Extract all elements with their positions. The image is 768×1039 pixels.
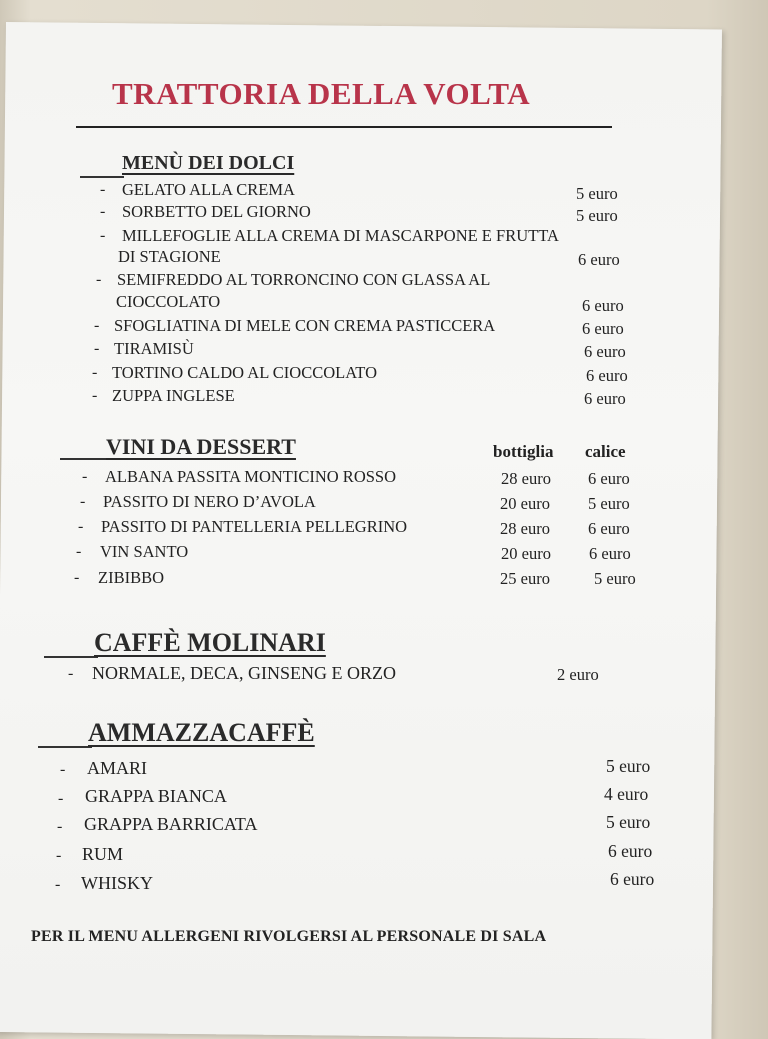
ammazza-item-name: RUM: [82, 844, 124, 864]
wine-bottle-price: 20 euro: [500, 494, 550, 513]
heading-lead-line: [60, 458, 110, 460]
ammazza-item-price: 6 euro: [610, 869, 655, 889]
bullet-dash: -: [55, 876, 61, 893]
bullet-dash: -: [100, 181, 106, 198]
section-heading-vini: VINI DA DESSERT: [106, 434, 296, 459]
wine-glass-price: 5 euro: [588, 494, 630, 513]
ammazza-item-price: 4 euro: [604, 784, 649, 804]
wine-bottle-price: 28 euro: [500, 519, 550, 538]
column-header-bottle: bottiglia: [493, 442, 554, 461]
dolci-item-price: 6 euro: [586, 366, 628, 385]
dolci-item-price: 6 euro: [578, 250, 620, 269]
bullet-dash: -: [100, 203, 106, 220]
bullet-dash: -: [58, 790, 64, 807]
bullet-dash: -: [80, 493, 86, 510]
heading-lead-line: [44, 656, 98, 658]
section-heading-caffe: CAFFÈ MOLINARI: [94, 628, 326, 657]
wine-item-name: VIN SANTO: [100, 542, 189, 561]
ammazza-item-name: GRAPPA BARRICATA: [84, 814, 258, 834]
bullet-dash: -: [74, 569, 80, 586]
dolci-item-name-cont: DI STAGIONE: [118, 247, 221, 266]
dolci-item-name: SFOGLIATINA DI MELE CON CREMA PASTICCERA: [114, 316, 496, 335]
dolci-item-name: SORBETTO DEL GIORNO: [122, 202, 311, 221]
wine-glass-price: 6 euro: [589, 544, 631, 563]
dolci-item-name: ZUPPA INGLESE: [112, 386, 235, 405]
bullet-dash: -: [96, 271, 102, 288]
ammazza-item-price: 5 euro: [606, 756, 651, 776]
dolci-item-price: 6 euro: [582, 296, 624, 315]
wine-item-name: PASSITO DI PANTELLERIA PELLEGRINO: [101, 517, 408, 536]
restaurant-title: TRATTORIA DELLA VOLTA: [112, 76, 531, 111]
dolci-item-price: 6 euro: [584, 389, 626, 408]
dolci-item-name: GELATO ALLA CREMA: [122, 180, 295, 199]
section-heading-dolci: MENÙ DEI DOLCI: [122, 152, 295, 174]
bullet-dash: -: [82, 468, 88, 485]
heading-lead-line: [38, 746, 92, 748]
column-header-glass: calice: [585, 442, 626, 461]
bullet-dash: -: [60, 761, 66, 778]
ammazza-item-name: WHISKY: [81, 873, 153, 893]
dolci-item-name: TORTINO CALDO AL CIOCCOLATO: [112, 363, 377, 382]
ammazza-item-price: 6 euro: [608, 841, 653, 861]
bullet-dash: -: [68, 665, 74, 682]
wine-item-name: PASSITO DI NERO D’AVOLA: [103, 492, 316, 511]
dolci-item-price: 6 euro: [584, 342, 626, 361]
wine-bottle-price: 20 euro: [501, 544, 551, 563]
bullet-dash: -: [76, 543, 82, 560]
bullet-dash: -: [56, 847, 62, 864]
wine-glass-price: 6 euro: [588, 519, 630, 538]
dolci-item-name: SEMIFREDDO AL TORRONCINO CON GLASSA AL: [117, 270, 491, 289]
heading-lead-line: [80, 176, 124, 178]
wine-item-name: ZIBIBBO: [98, 568, 164, 587]
ammazza-item-name: GRAPPA BIANCA: [85, 786, 227, 806]
dolci-item-price: 6 euro: [582, 319, 624, 338]
dolci-item-name: TIRAMISÙ: [114, 339, 194, 358]
wine-bottle-price: 28 euro: [501, 469, 551, 488]
bullet-dash: -: [92, 364, 98, 381]
caffe-item-name: NORMALE, DECA, GINSENG E ORZO: [92, 663, 396, 683]
wine-glass-price: 5 euro: [594, 569, 636, 588]
ammazza-item-name: AMARI: [87, 758, 148, 778]
bullet-dash: -: [94, 317, 100, 334]
ammazza-item-price: 5 euro: [606, 812, 651, 832]
bullet-dash: -: [92, 387, 98, 404]
bullet-dash: -: [78, 518, 84, 535]
wine-glass-price: 6 euro: [588, 469, 630, 488]
title-divider: [76, 126, 612, 128]
allergen-notice: PER IL MENU ALLERGENI RIVOLGERSI AL PERSONALE DI SALA: [31, 928, 547, 945]
caffe-item-price: 2 euro: [557, 665, 599, 684]
bullet-dash: -: [100, 227, 106, 244]
section-heading-ammazzacaffe: AMMAZZACAFFÈ: [88, 718, 315, 747]
bullet-dash: -: [57, 818, 63, 835]
bullet-dash: -: [94, 340, 100, 357]
dolci-item-name: MILLEFOGLIE ALLA CREMA DI MASCARPONE E FRUTTA: [122, 226, 559, 245]
dolci-item-price: 5 euro: [576, 184, 618, 203]
dolci-item-name-cont: CIOCCOLATO: [116, 292, 221, 311]
wine-bottle-price: 25 euro: [500, 569, 550, 588]
dolci-item-price: 5 euro: [576, 206, 618, 225]
wine-item-name: ALBANA PASSITA MONTICINO ROSSO: [105, 467, 396, 486]
